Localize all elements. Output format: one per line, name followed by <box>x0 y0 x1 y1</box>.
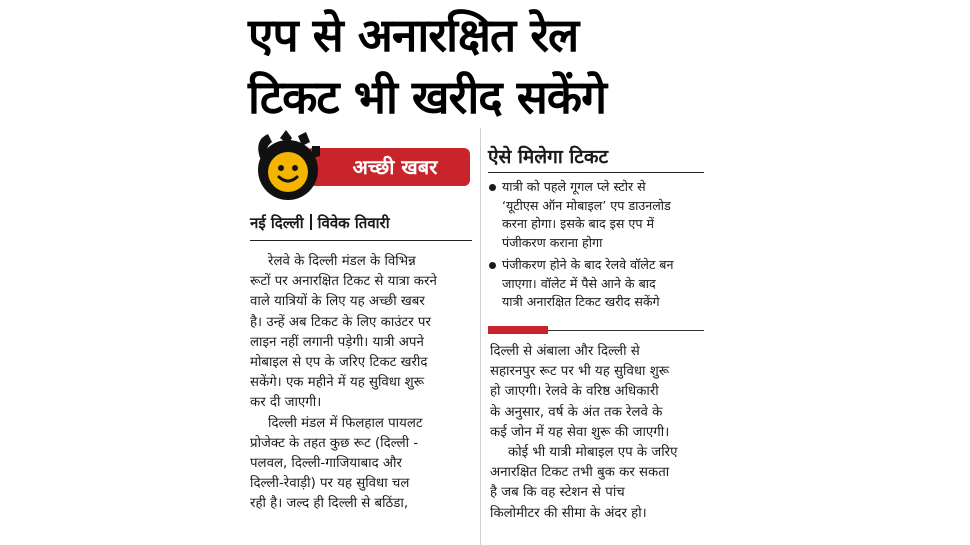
ok-hand-smiley-icon <box>250 128 326 204</box>
article-paragraph <box>250 414 468 515</box>
text-line: हो जाएगी। रेलवे के वरिष्ठ अधिकारी <box>490 384 659 400</box>
byline-location: नई दिल्ली <box>250 214 304 232</box>
article-paragraph <box>250 252 468 414</box>
text-line: वाले यात्रियों के लिए यह अच्छी खबर <box>250 294 425 310</box>
text-line: यात्री को पहले गूगल प्ले स्टोर से <box>502 179 646 194</box>
text-line: रही है। जल्द ही दिल्ली से बठिंडा, <box>250 496 409 512</box>
text-line: दिल्ली मंडल में फिलहाल पायलट <box>268 415 423 431</box>
info-box-title: ऐसे मिलेगा टिकट <box>488 146 609 168</box>
text-line: जाएगा। वॉलेट में पैसे आने के बाद <box>502 275 656 291</box>
text-line: दिल्ली-रेवाड़ी) पर यह सुविधा चल <box>250 476 410 492</box>
text-line: रूटों पर अनारक्षित टिकट से यात्रा करने <box>250 274 437 290</box>
text-line: दिल्ली से अंबाला और दिल्ली से <box>490 344 640 359</box>
article-paragraph <box>490 443 708 524</box>
headline <box>248 4 718 128</box>
text-line: मोबाइल से एप के जरिए टिकट खरीद <box>250 355 428 371</box>
bullet-item <box>488 178 708 252</box>
text-line: के अनुसार, वर्ष के अंत तक रेलवे के <box>490 404 663 420</box>
good-news-badge <box>250 128 470 204</box>
headline-line: टिकट भी खरीद सकेंगे <box>248 70 607 124</box>
section-separator-line <box>548 330 704 331</box>
text-line: ‘यूटीएस ऑन मोबाइल’ एप डाउनलोड <box>502 197 671 213</box>
text-line: पंजीकरण होने के बाद रेलवे वॉलेट बन <box>502 257 674 272</box>
info-box-bullets <box>488 178 708 316</box>
article-column-left <box>250 252 468 515</box>
text-line: कोई भी यात्री मोबाइल एप के जरिए <box>508 445 678 461</box>
byline-author: विवेक तिवारी <box>317 214 390 232</box>
text-line: है जब कि वह स्टेशन से पांच <box>490 485 625 501</box>
badge-label: अच्छी खबर <box>352 155 438 179</box>
text-line: कई जोन में यह सेवा शुरू की जाएगी। <box>490 424 670 440</box>
text-line: सकेंगे। एक महीने में यह सुविधा शुरू <box>250 375 425 391</box>
column-divider <box>480 128 481 545</box>
text-line: पंजीकरण कराना होगा <box>502 234 603 250</box>
article-column-right <box>490 342 708 524</box>
info-box-title-rule <box>488 172 704 173</box>
bullet-item <box>488 256 708 312</box>
text-line: कर दी जाएगी। <box>250 395 322 411</box>
text-line: रेलवे के दिल्ली मंडल के विभिन्न <box>268 254 416 269</box>
text-line: करना होगा। इसके बाद इस एप में <box>502 216 655 231</box>
text-line: अनारक्षित टिकट तभी बुक कर सकता <box>490 465 670 481</box>
text-line: पलवल, दिल्ली-गाजियाबाद और <box>250 456 402 472</box>
headline-line: एप से अनारक्षित रेल <box>248 8 579 62</box>
bullet-dot-icon <box>489 262 496 269</box>
section-separator-bar <box>488 326 548 334</box>
text-line: लाइन नहीं लगानी पड़ेगी। यात्री अपने <box>250 334 424 350</box>
byline-separator <box>310 214 312 230</box>
article-paragraph <box>490 342 708 443</box>
text-line: सहारनपुर रूट पर भी यह सुविधा शुरू <box>490 364 670 380</box>
bullet-dot-icon <box>489 184 496 191</box>
byline <box>250 212 470 234</box>
text-line: किलोमीटर की सीमा के अंदर हो। <box>490 505 647 521</box>
byline-rule <box>250 240 472 241</box>
text-line: प्रोजेक्ट के तहत कुछ रूट (दिल्ली - <box>250 435 419 451</box>
text-line: यात्री अनारक्षित टिकट खरीद सकेंगे <box>502 294 660 309</box>
text-line: है। उन्हें अब टिकट के लिए काउंटर पर <box>250 314 431 330</box>
